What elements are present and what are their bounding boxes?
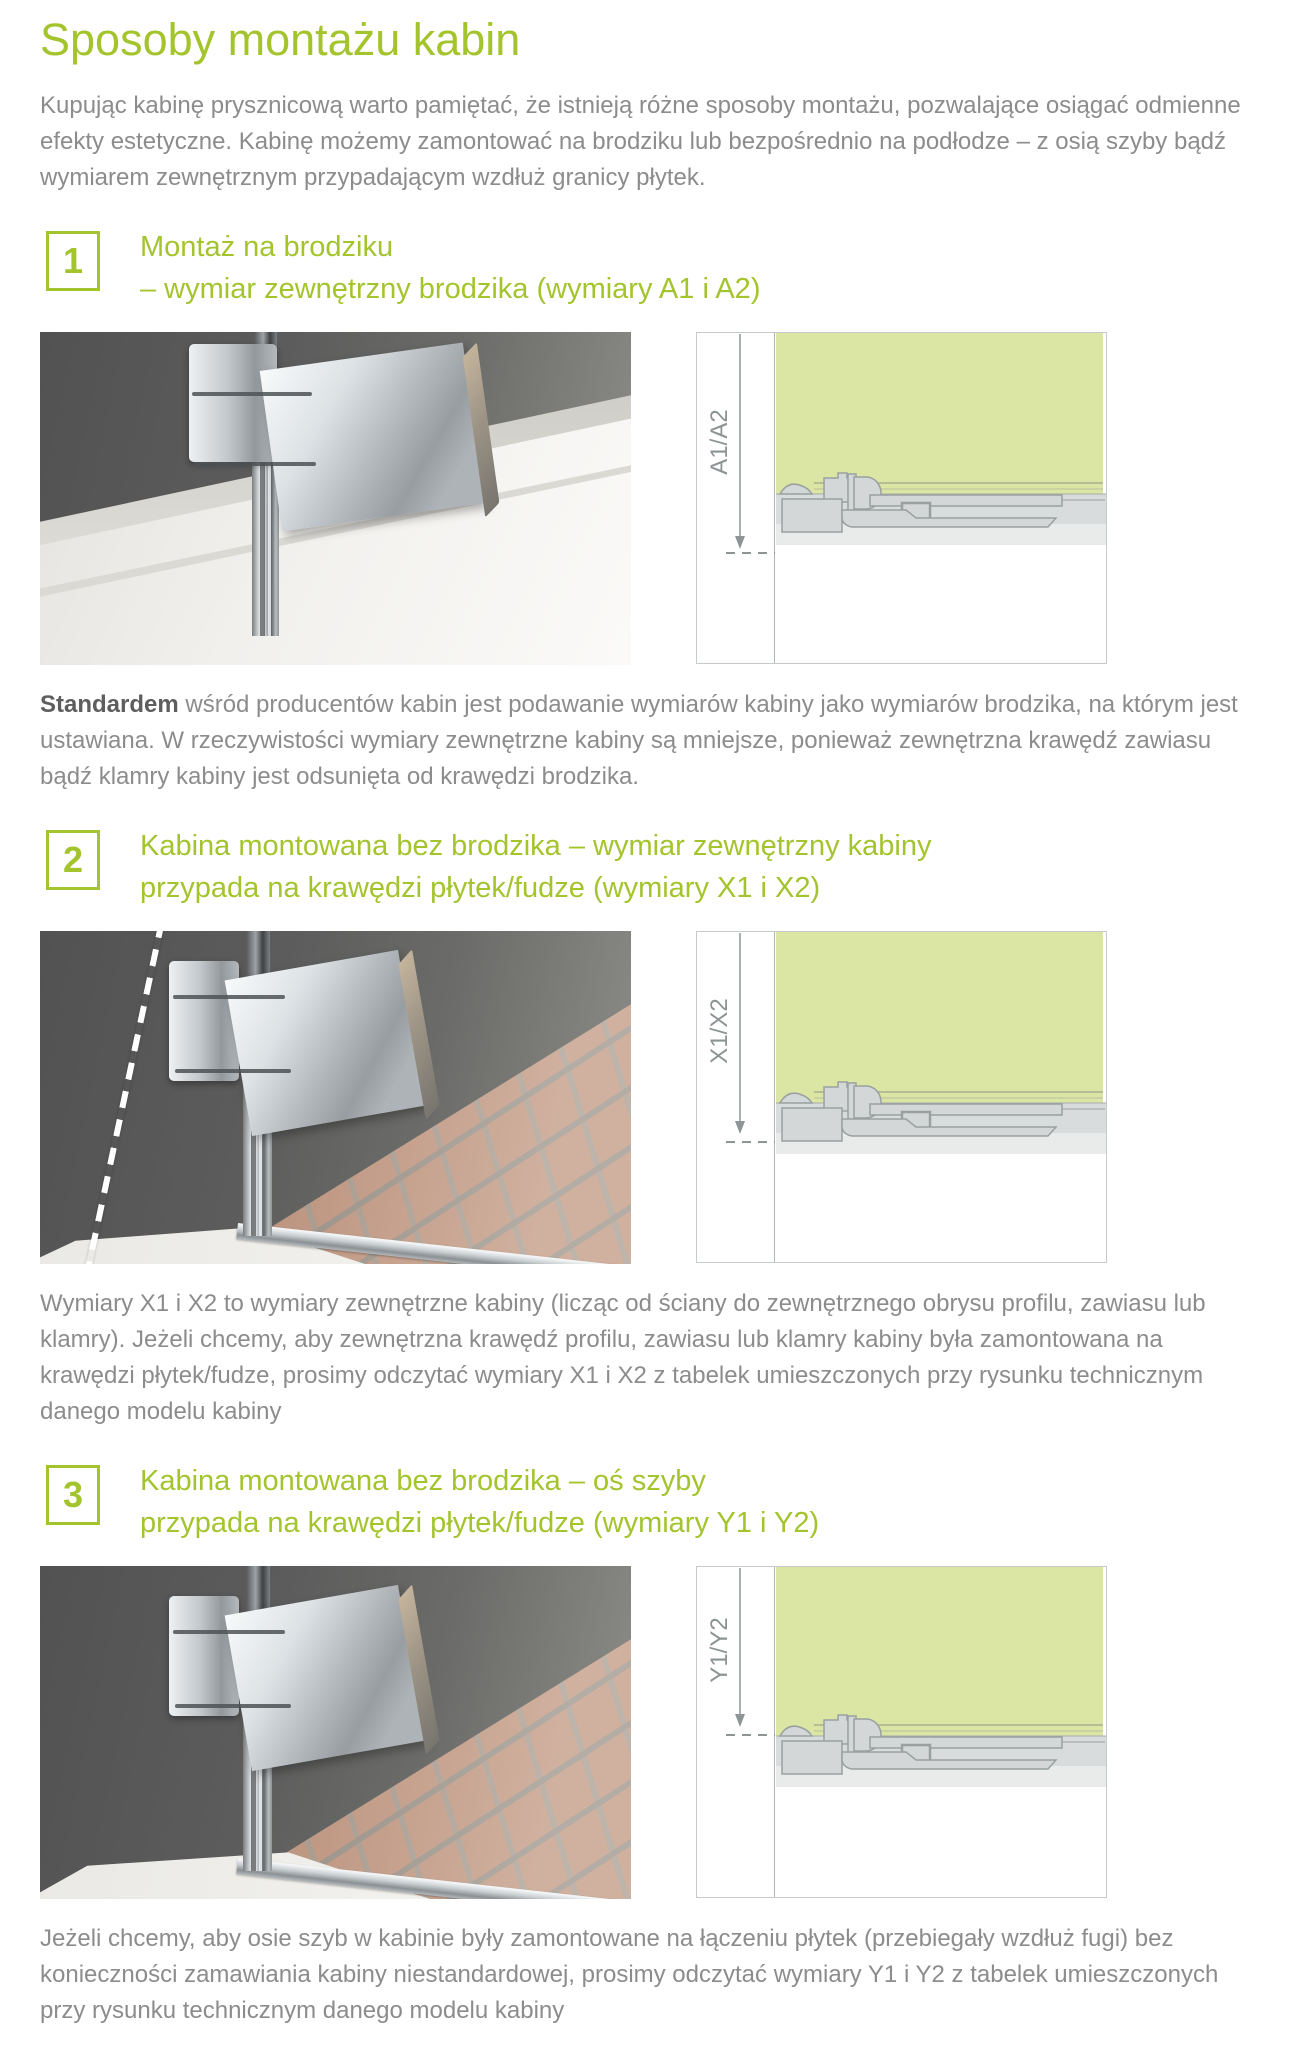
- section-1-heading: [140, 226, 760, 310]
- hinge-pin: [194, 462, 316, 466]
- glass-panel: [776, 932, 1103, 1103]
- section-2-number-badge: 2: [46, 830, 100, 890]
- diagram-x1-x2: [696, 931, 1107, 1263]
- dimension-label: Y1/Y2: [706, 1617, 733, 1683]
- section-3-media: [40, 1566, 1262, 1899]
- hinge-pin: [192, 392, 312, 396]
- intro-paragraph: Kupując kabinę prysznicową warto pamiętać, że istnieją różne sposoby montażu, pozwalające osiągać odmienne efekty estetyczne. Kabinę możemy zamontować na brodziku lub bezpośrednio na podłodze – z osią szyby bądź wymiarem zewnętrznym przypadającym wzdłuż granicy płytek.: [40, 92, 1241, 191]
- section-2-heading: [140, 825, 931, 909]
- photo-hinge-on-tiles-glass-axis: [40, 1566, 631, 1899]
- hinge-pin: [175, 1704, 291, 1708]
- section-1-heading-line1: Montaż na brodziku: [140, 231, 394, 263]
- section-2-header: [40, 825, 1262, 909]
- section-2-heading-line2: przypada na krawędzi płytek/fudze (wymiary X1 i X2): [140, 872, 821, 904]
- hinge-pin: [173, 1630, 285, 1634]
- section-1-number-badge: 1: [46, 231, 100, 291]
- page-title: Sposoby montażu kabin: [40, 14, 521, 65]
- hinge-glass-clamp: [225, 950, 426, 1136]
- section-3-number-badge: 3: [46, 1465, 100, 1525]
- hinge-side-face: [398, 949, 439, 1120]
- hinge-pin: [175, 1069, 291, 1073]
- section-3-note: Jeżeli chcemy, aby osie szyb w kabinie były zamontowane na łączeniu płytek (przebiegały wzdłuż fugi) bez konieczności zamawiania kabiny niestandardowej, prosimy odczytać wymiary Y1 i Y2 z tabelek umieszczonych przy rysunku technicznym danego modelu kabiny: [40, 1925, 1219, 2024]
- section-3-heading-line2: przypada na krawędzi płytek/fudze (wymiary Y1 i Y2): [140, 1507, 820, 1539]
- section-3-header: [40, 1460, 1262, 1544]
- dimension-label: A1/A2: [706, 409, 733, 475]
- diagram-a1-a2: [696, 332, 1107, 664]
- section-2-heading-line1: Kabina montowana bez brodzika – wymiar zewnętrzny kabiny: [140, 830, 932, 862]
- dimension-label: X1/X2: [706, 998, 733, 1064]
- hinge-glass-clamp: [225, 1585, 426, 1771]
- glass-panel: [776, 1567, 1103, 1736]
- outer-edge-dashed-line: [83, 931, 165, 1264]
- hinge-pin: [173, 995, 285, 999]
- section-1-media: [40, 332, 1262, 665]
- section-1-header: [40, 226, 1262, 310]
- photo-hinge-on-shower-tray: [40, 332, 631, 665]
- glass-panel: [776, 333, 1103, 494]
- section-2-note: Wymiary X1 i X2 to wymiary zewnętrzne kabiny (licząc od ściany do zewnętrznego obrysu profilu, zawiasu lub klamry). Jeżeli chcemy, aby zewnętrzna krawędź profilu, zawiasu lub klamry kabiny była zamontowana na krawędzi płytek/fudze, prosimy odczytać wymiary X1 i X2 z tabelek umieszczonych przy rysunku technicznym danego modelu kabiny: [40, 1290, 1206, 1425]
- section-1-heading-line2: – wymiar zewnętrzny brodzika (wymiary A1 i A2): [140, 273, 761, 305]
- photo-hinge-on-tiles-outer-edge: [40, 931, 631, 1264]
- section-3-heading: [140, 1460, 819, 1544]
- note-lead: Standardem: [40, 691, 179, 718]
- section-1-note: [40, 687, 1250, 795]
- diagram-y1-y2: [696, 1566, 1107, 1898]
- note-body: wśród producentów kabin jest podawanie wymiarów kabiny jako wymiarów brodzika, na którym jest ustawiana. W rzeczywistości wymiary zewnętrzne kabiny są mniejsze, ponieważ zewnętrzna krawędź zawiasu bądź klamry kabiny jest odsunięta od krawędzi brodzika.: [40, 691, 1238, 790]
- section-2-media: [40, 931, 1262, 1264]
- hinge-side-face: [398, 1584, 439, 1755]
- section-3-heading-line1: Kabina montowana bez brodzika – oś szyby: [140, 1465, 706, 1497]
- hinge-glass-clamp: [260, 343, 486, 532]
